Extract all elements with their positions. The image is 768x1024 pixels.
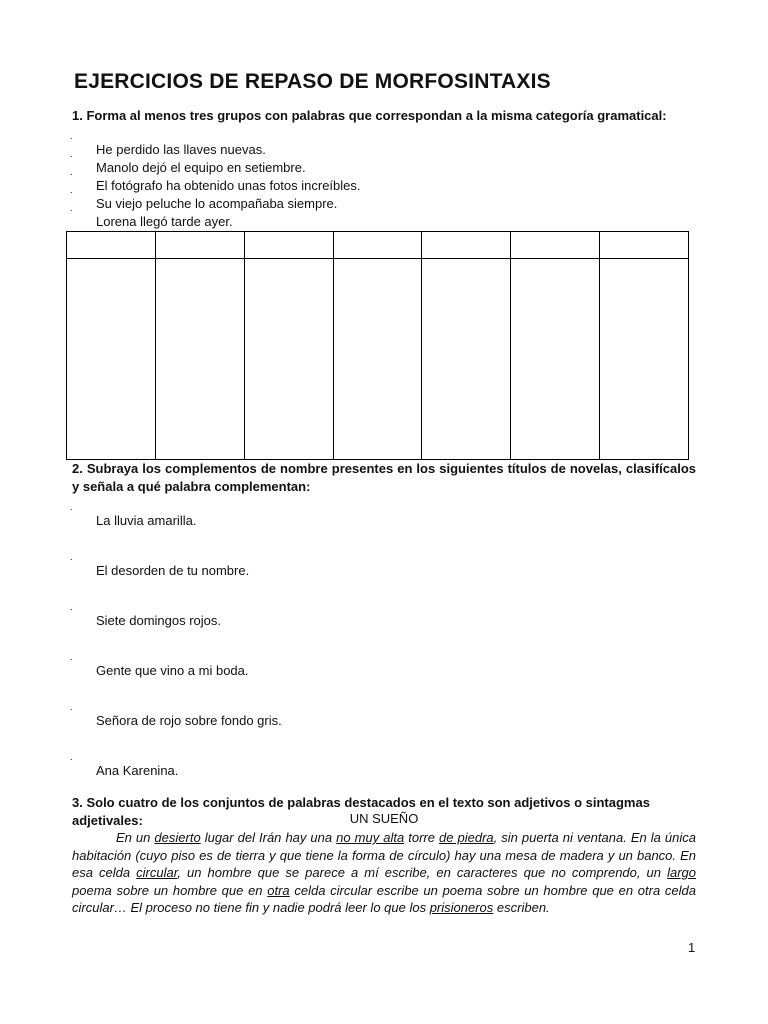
sentence-text: Lorena llegó tarde ayer. xyxy=(96,214,233,229)
grid-body-cell[interactable] xyxy=(422,259,511,460)
bullet-icon: ˙ xyxy=(70,173,74,185)
sentence-text: He perdido las llaves nuevas. xyxy=(96,142,266,157)
question-3-heading: 3. Solo cuatro de los conjuntos de palabras destacados en el texto son adjetivos o sintagmas adjetivales: xyxy=(72,795,650,828)
grid-body-cell[interactable] xyxy=(511,259,600,460)
grid-header-cell[interactable] xyxy=(155,232,244,259)
page-number: 1 xyxy=(688,940,696,955)
highlighted-phrase[interactable]: de piedra xyxy=(439,830,494,845)
highlighted-phrase[interactable]: otra xyxy=(267,882,290,898)
novel-title-text: Siete domingos rojos. xyxy=(96,613,222,628)
grid-body-cell[interactable] xyxy=(155,259,244,460)
grid-body-row xyxy=(67,259,689,460)
grid-header-cell[interactable] xyxy=(244,232,333,259)
page-title: EJERCICIOS DE REPASO DE MORFOSINTAXIS xyxy=(74,70,551,93)
grid-header-cell[interactable] xyxy=(511,232,600,259)
novel-title-text: Gente que vino a mi boda. xyxy=(96,663,249,678)
novel-title-text: El desorden de tu nombre. xyxy=(96,563,250,578)
sentence-text: Su viejo peluche lo acompañaba siempre. xyxy=(96,196,338,211)
grid-header-cell[interactable] xyxy=(422,232,511,259)
story-segment: En un xyxy=(116,830,155,845)
text-title: UN SUEÑO xyxy=(349,811,419,826)
grid-body-cell[interactable] xyxy=(333,259,422,460)
highlighted-phrase[interactable]: largo xyxy=(667,865,696,880)
grid-body-cell[interactable] xyxy=(600,259,689,460)
grid-header-cell[interactable] xyxy=(67,232,156,259)
bullet-icon: ˙ xyxy=(70,155,74,167)
bullet-icon: ˙ xyxy=(70,708,74,720)
novel-title-text: Señora de rojo sobre fondo gris. xyxy=(96,713,282,728)
question-1-heading: 1. Forma al menos tres grupos con palabras que correspondan a la misma categoría gramatical: xyxy=(72,108,667,123)
novel-title-text: La lluvia amarilla. xyxy=(96,513,197,528)
sentence-text: El fotógrafo ha obtenido unas fotos increíbles. xyxy=(96,178,361,193)
grid-body-cell[interactable] xyxy=(244,259,333,460)
bullet-icon: ˙ xyxy=(70,209,74,221)
story-segment: poema sobre un hombre que en xyxy=(72,882,268,898)
bullet-icon: ˙ xyxy=(70,137,74,149)
bullet-icon: ˙ xyxy=(70,191,74,203)
story-segment: torre xyxy=(404,830,439,845)
story-paragraph xyxy=(72,829,696,917)
grid-header-cell[interactable] xyxy=(333,232,422,259)
story-segment: lugar del Irán hay una xyxy=(200,830,337,845)
story-segment: , sin puerta ni ventana. En la única habitación (cuyo piso es de tierra y que tiene la forma de círculo) hay una mesa de madera y un banco. En esa celda xyxy=(72,830,696,880)
question-2-heading: 2. Subraya los complementos de nombre presentes en los siguientes títulos de novelas, clasifícalos y señala a qué palabra complementan: xyxy=(72,461,696,494)
highlighted-phrase[interactable]: circular xyxy=(136,865,178,880)
bullet-icon: ˙ xyxy=(70,608,74,620)
highlighted-phrase[interactable]: prisioneros xyxy=(429,900,494,915)
bullet-icon: ˙ xyxy=(70,758,74,770)
grid-header-row xyxy=(67,232,689,259)
grid-header-cell[interactable] xyxy=(600,232,689,259)
bullet-icon: ˙ xyxy=(70,658,74,670)
highlighted-phrase[interactable]: desierto xyxy=(154,830,201,845)
highlighted-phrase[interactable]: no muy alta xyxy=(336,830,405,845)
sentence-text: Manolo dejó el equipo en setiembre. xyxy=(96,160,306,175)
story-segment: , un hombre que se parece a mí escribe, en caracteres que no comprendo, un xyxy=(177,865,668,880)
story-segment: celda circular escribe un poema sobre un hombre que en otra celda circular… El proceso no tiene fin y nadie podrá leer lo que los xyxy=(72,882,696,915)
answer-grid xyxy=(66,231,689,460)
grid-body-cell[interactable] xyxy=(67,259,156,460)
bullet-icon: ˙ xyxy=(70,558,74,570)
story-segment: escriben. xyxy=(493,900,550,915)
bullet-icon: ˙ xyxy=(70,508,74,520)
novel-title-text: Ana Karenina. xyxy=(96,763,179,778)
